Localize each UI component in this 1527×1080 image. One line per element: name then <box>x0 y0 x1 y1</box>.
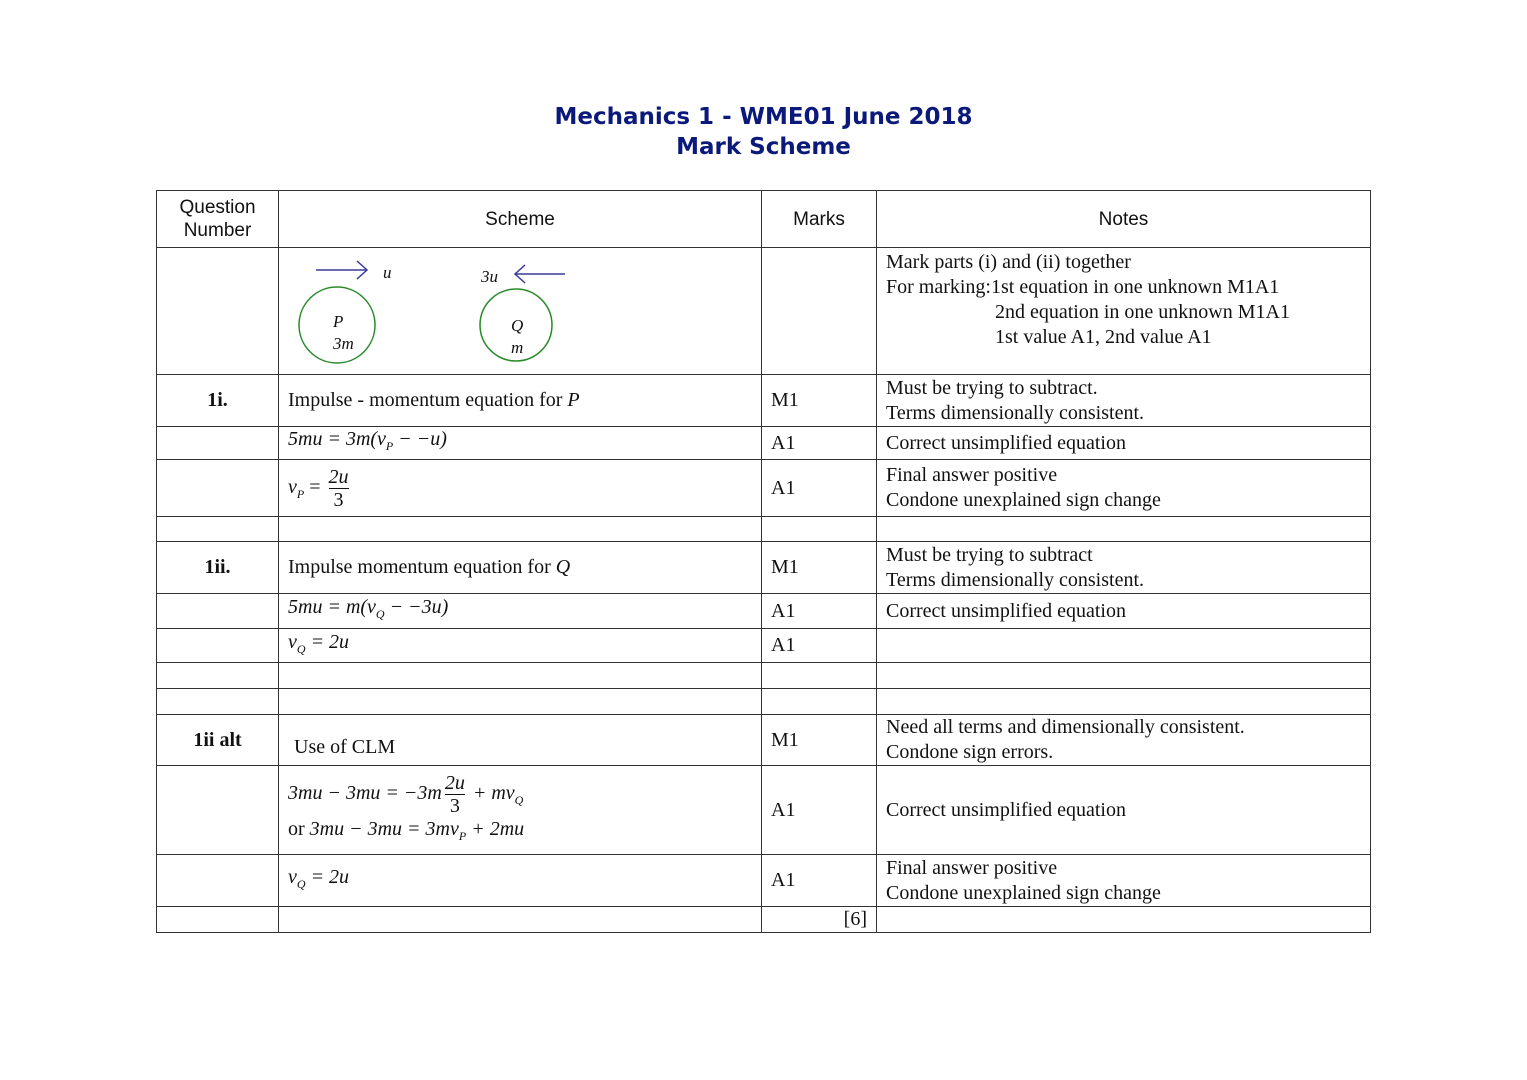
scheme-cell <box>279 542 762 594</box>
notes-cell: Correct unsimplified equation <box>877 766 1371 855</box>
eq-sub: Q <box>296 641 306 656</box>
numerator: 2u <box>444 771 465 794</box>
note-line: Condone unexplained sign change <box>886 489 1161 511</box>
q-velocity-label: 3u <box>481 267 498 286</box>
notes-cell: Correct unsimplified equation <box>877 427 1371 460</box>
mark-cell: A1 <box>762 766 877 855</box>
note-line: 2nd equation in one unknown M1A1 <box>995 301 1290 323</box>
note-line: Must be trying to subtract. <box>886 376 1098 399</box>
eq-sub: Q <box>296 877 306 891</box>
mark-cell: A1 <box>762 460 877 517</box>
note-line: Final answer positive <box>886 464 1058 486</box>
eq-sub: Q <box>514 792 524 807</box>
eq-part: − −u) <box>393 428 447 450</box>
scheme-cell <box>279 375 762 427</box>
equation <box>279 594 762 629</box>
mark-cell: M1 <box>762 542 877 594</box>
intro-notes <box>877 248 1371 375</box>
scheme-var: P <box>567 389 580 411</box>
note-line: 1st value A1, 2nd value A1 <box>995 326 1212 348</box>
empty-row <box>157 517 1371 542</box>
table-row <box>157 375 1371 427</box>
note-line: Terms dimensionally consistent. <box>886 401 1145 424</box>
eq-part: 3mu − 3mu = −3m <box>288 781 442 804</box>
question-number: 1i. <box>157 375 279 427</box>
eq-part: − −3u) <box>384 596 449 618</box>
collision-diagram <box>279 248 762 375</box>
notes-cell <box>877 715 1371 766</box>
denominator: 3 <box>449 794 460 817</box>
eq-part: = 2u <box>305 866 350 888</box>
table-row <box>157 427 1371 460</box>
numerator: 2u <box>328 465 349 488</box>
eq-part: = <box>304 475 326 498</box>
eq-part: 5mu = 3m(v <box>288 428 386 450</box>
document-title: Mechanics 1 - WME01 June 2018 <box>554 104 973 130</box>
eq-sub: P <box>458 828 467 843</box>
diagram-row <box>157 248 1371 375</box>
arrow-left-icon <box>515 265 565 283</box>
notes-cell <box>877 460 1371 517</box>
eq-part: v <box>288 475 297 498</box>
eq-part: v <box>288 630 297 653</box>
table-row <box>157 460 1371 517</box>
eq-part: 3mu − 3mu = 3mv <box>309 817 459 840</box>
note-line: Need all terms and dimensionally consistent. <box>886 716 1245 738</box>
eq-part: = 2u <box>305 630 350 653</box>
notes-cell <box>877 855 1371 907</box>
note-line: Mark parts (i) and (ii) together <box>886 251 1131 273</box>
notes-cell <box>877 375 1371 427</box>
note-line: Must be trying to subtract <box>886 543 1093 566</box>
mark-cell: M1 <box>762 375 877 427</box>
header-row <box>157 191 1371 248</box>
total-marks: [6] <box>762 907 877 933</box>
scheme-text: Impulse momentum equation for <box>288 556 556 578</box>
header-marks: Marks <box>762 191 877 248</box>
note-line: For marking:1st equation in one unknown M1A1 <box>886 276 1280 298</box>
table-row <box>157 715 1371 766</box>
q-label: Q <box>511 316 524 335</box>
denominator: 3 <box>333 488 344 511</box>
table-row <box>157 629 1371 663</box>
table-row <box>157 542 1371 594</box>
eq-sub: P <box>296 486 305 501</box>
equation <box>279 460 762 517</box>
question-number: 1ii alt <box>157 715 279 766</box>
empty-row <box>157 689 1371 715</box>
header-question: Question Number <box>157 191 279 248</box>
equation <box>279 855 762 907</box>
eq-part: + 2mu <box>466 817 525 840</box>
question-number: 1ii. <box>157 542 279 594</box>
scheme-var: Q <box>555 556 571 578</box>
table-row <box>157 855 1371 907</box>
equation-line <box>288 772 752 817</box>
p-label: P <box>333 312 344 331</box>
mark-cell: A1 <box>762 594 877 629</box>
eq-sub: P <box>385 439 394 453</box>
note-line: Terms dimensionally consistent. <box>886 568 1145 591</box>
mark-cell: A1 <box>762 629 877 663</box>
eq-part: v <box>288 866 297 888</box>
mark-cell: A1 <box>762 855 877 907</box>
note-line: Condone sign errors. <box>886 741 1054 763</box>
note-line: Condone unexplained sign change <box>886 881 1161 904</box>
scheme-text: Impulse - momentum equation for <box>288 389 568 411</box>
q-mass: m <box>511 338 524 357</box>
eq-part: + mv <box>467 781 515 804</box>
mark-scheme-table <box>156 190 1371 933</box>
p-velocity-label: u <box>383 263 392 282</box>
equation <box>279 629 762 663</box>
header-notes: Notes <box>877 191 1371 248</box>
table-row <box>157 766 1371 855</box>
mark-cell: A1 <box>762 427 877 460</box>
equation <box>279 766 762 855</box>
equation-line <box>288 817 752 849</box>
equation <box>279 427 762 460</box>
eq-part: 5mu = m(v <box>288 596 376 618</box>
total-row <box>157 907 1371 933</box>
fraction <box>445 772 465 817</box>
empty-row <box>157 663 1371 689</box>
scheme-cell: Use of CLM <box>279 715 762 766</box>
notes-cell: Correct unsimplified equation <box>877 594 1371 629</box>
arrow-right-icon <box>316 261 367 279</box>
mark-cell: M1 <box>762 715 877 766</box>
eq-or: or <box>288 817 310 840</box>
p-mass: 3m <box>333 334 354 353</box>
document-subtitle: Mark Scheme <box>676 134 851 160</box>
eq-sub: Q <box>375 607 385 621</box>
fraction <box>329 466 349 511</box>
notes-cell <box>877 542 1371 594</box>
note-line: Final answer positive <box>886 856 1058 879</box>
table-row <box>157 594 1371 629</box>
header-scheme: Scheme <box>279 191 762 248</box>
